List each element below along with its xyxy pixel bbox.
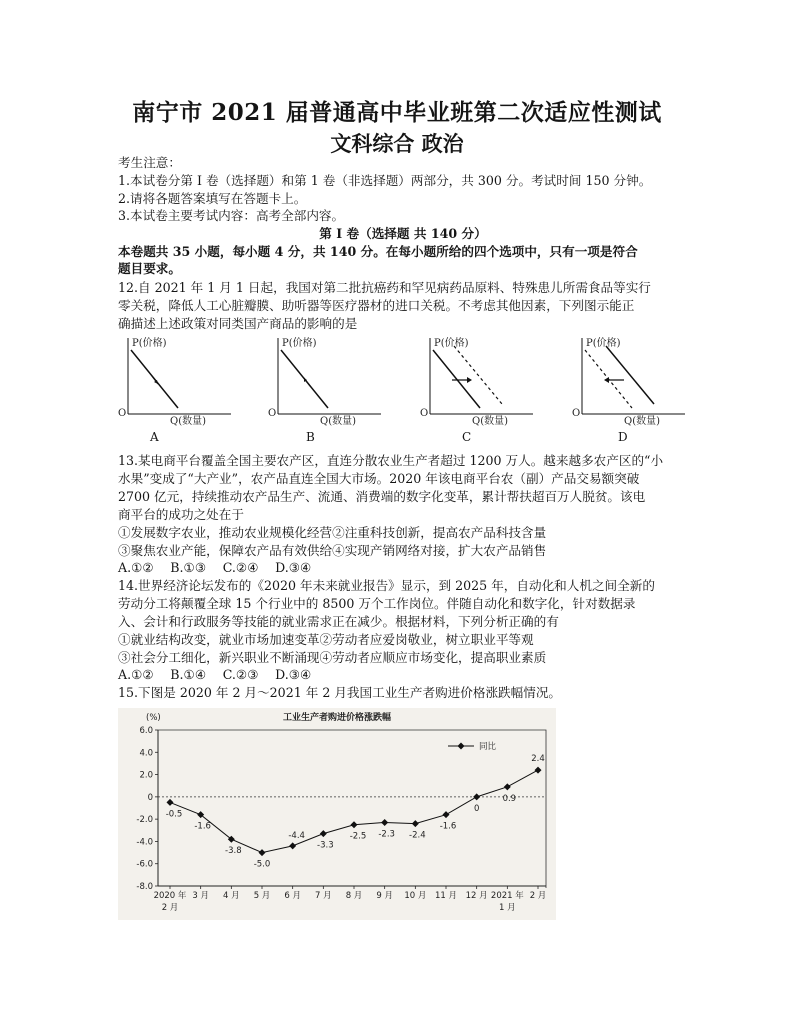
data-point [535,767,542,774]
q13-line-2: 水果”变成了“大产业”，农产品直连全国大市场。2020 年该电商平台农（副）产品交易额突破 [118,471,640,486]
notice-heading: 考生注意： [118,155,181,170]
y-tick-label: -6.0 [136,859,153,870]
section-instruction-2: 题目要求。 [118,261,181,276]
data-label: -0.5 [165,809,183,820]
data-label: -2.4 [409,830,426,841]
graph-a-ylabel: P(价格) [132,338,167,349]
data-point [443,811,450,818]
arrow-right-icon [467,377,472,383]
graph-c-ylabel: P(价格) [434,338,469,349]
x-tick-label-2: 1 月 [499,903,516,913]
notice-item-1: 1.本试卷分第 I 卷（选择题）和第 1 卷（非选择题）两部分，共 300 分。考试时间 150 分钟。 [118,173,652,188]
data-point [259,849,266,856]
x-tick-label: 3 月 [192,891,209,901]
graph-d [570,336,710,446]
data-point [320,830,327,837]
q15-line-1: 15.下图是 2020 年 2 月～2021 年 2 月我国工业生产者购进价格涨跌幅情况。 [118,685,562,700]
data-label: -1.6 [439,821,457,832]
graph-d-origin: O [572,408,581,419]
q13-choices: A.①② B.①③ C.②④ D.③④ [118,560,312,575]
y-tick-label: -8.0 [136,882,153,892]
data-label: -2.5 [349,831,367,842]
x-tick-label: 11 月 [434,891,458,901]
shifted-curve [454,346,502,404]
y-tick-label: 6.0 [139,726,153,736]
x-tick-label: 9 月 [376,891,393,901]
graph-b-ylabel: P(价格) [282,338,317,349]
y-tick-label: -4.0 [136,837,153,848]
graph-b [266,336,406,446]
data-label: 0 [473,803,480,814]
graph-d-label: D [618,430,628,444]
data-label: -3.8 [225,846,242,857]
graph-b-xlabel: Q(数量) [320,416,357,427]
arrow-left-icon [604,377,609,383]
exam-title: 南宁市 2021 届普通高中毕业班第二次适应性测试 [132,99,662,126]
section-instruction-1: 本卷题共 35 小题，每小题 4 分，共 140 分。在每小题所给的四个选项中，只有一项是符合 [118,244,638,259]
data-label: -4.4 [288,830,305,841]
x-tick-label: 10 月 [404,891,427,901]
data-point [412,820,419,827]
x-tick-label: 5 月 [253,891,271,901]
graph-d-xlabel: Q(数量) [624,416,661,427]
q13-line-3: 2700 亿元，持续推动农产品生产、流通、消费端的数字化变革，累计帮扶超百万人脱贫。该电 [118,489,646,504]
y-tick-label: -2.0 [136,815,153,826]
q14-choices: A.①② B.①④ C.②③ D.③④ [118,667,312,682]
x-tick-label-2: 2 月 [161,903,179,913]
x-tick-label: 7 月 [315,891,332,901]
data-label: 0.9 [502,793,517,804]
graph-a-origin: O [118,408,127,419]
y-tick-label: 2.0 [139,770,153,781]
chart-title: 工业生产者购进价格涨跌幅 [282,713,392,723]
notice-item-2: 2.请将各题答案填写在答题卡上。 [118,191,307,206]
graph-d-ylabel: P(价格) [586,338,621,349]
data-point [289,842,296,849]
graph-a [116,336,256,446]
graph-c-label: C [462,430,472,444]
legend-marker [458,743,465,750]
demand-curve [606,346,654,404]
price-chart [118,708,556,920]
q13-line-5: ①发展数字农业，推动农业规模化经营②注重科技创新，提高农产品科技含量 [118,525,547,540]
y-tick-label: 0 [147,792,153,803]
graph-b-label: B [306,430,315,444]
q14-line-1: 14.世界经济论坛发布的《2020 年未来就业报告》显示，到 2025 年，自动化和人机之间全新的 [118,578,655,593]
q13-line-6: ③聚焦农业产能，保障农产品有效供给④实现产销网络对接，扩大农产品销售 [118,543,547,558]
q14-line-4: ①就业结构改变，就业市场加速变革②劳动者应爱岗敬业，树立职业平等观 [118,632,534,647]
q13-line-4: 商平台的成功之处在于 [118,507,244,522]
x-tick-label: 2021 年 [490,891,524,901]
data-label: 2.4 [531,754,545,765]
exam-subtitle: 文科综合 政治 [330,131,464,156]
data-point [473,793,480,800]
graph-c-origin: O [420,408,429,419]
data-label: -1.6 [194,821,211,832]
data-point [351,821,358,828]
demand-curve [433,350,480,408]
q14-line-2: 劳动分工将颠覆全球 15 个行业中的 8500 万个工作岗位。伴随自动化和数字化，针对数据录 [118,596,636,611]
x-tick-label: 2020 年 [153,891,187,901]
q12-line-2: 零关税，降低人工心脏瓣膜、助听器等医疗器材的进口关税。不考虑其他因素，下列图示能正 [118,298,635,313]
q12-line-1: 12.自 2021 年 1 月 1 日起，我国对第二批抗癌药和罕见病药品原料、特殊患儿所需食品等实行 [118,280,651,295]
price-chart-svg [118,708,556,920]
x-tick-label: 6 月 [284,891,301,901]
graph-c [418,336,558,446]
x-tick-label: 4 月 [223,891,240,901]
data-point [381,819,388,826]
y-unit-label: (%) [146,713,161,723]
q14-line-3: 入、会计和行政服务等技能的就业需求正在减少。根据材料，下列分析正确的有 [118,614,559,629]
data-label: -3.3 [317,840,334,851]
plot-frame [158,730,546,888]
graph-b-origin: O [268,408,277,419]
graph-c-xlabel: Q(数量) [472,416,509,427]
section-title: 第 I 卷（选择题 共 140 分） [319,226,487,241]
data-label: -5.0 [253,859,271,870]
q12-line-3: 确描述上述政策对同类国产商品的影响的是 [118,316,358,331]
data-point [167,799,174,806]
graph-a-xlabel: Q(数量) [170,416,207,427]
data-label: -2.3 [378,829,395,840]
x-tick-label: 2 月 [529,891,547,901]
q13-line-1: 13.某电商平台覆盖全国主要农产区，直连分散农业生产者超过 1200 万人。越来越多农产区的“小 [118,453,664,468]
graph-a-label: A [150,430,159,444]
q14-line-5: ③社会分工细化，新兴职业不断涌现④劳动者应顺应市场变化，提高职业素质 [118,650,547,665]
data-point [504,783,511,790]
legend-label: 同比 [479,742,497,752]
x-tick-label: 8 月 [345,891,363,901]
x-tick-label: 12 月 [465,891,488,901]
y-tick-label: 4.0 [139,748,153,759]
notice-item-3: 3.本试卷主要考试内容：高考全部内容。 [118,208,345,223]
